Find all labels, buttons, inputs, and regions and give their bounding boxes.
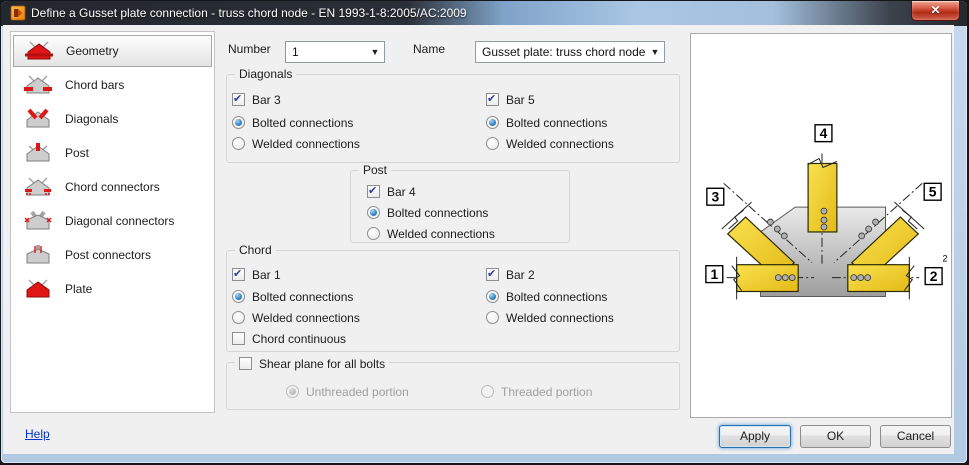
chord-continuous-checkbox-row[interactable] bbox=[232, 331, 346, 346]
bar3-label: Bar 3 bbox=[252, 92, 281, 107]
bar-5-label: 5 bbox=[928, 183, 937, 200]
bar1-bolted-label: Bolted connections bbox=[252, 289, 354, 304]
bar3-welded-radio[interactable] bbox=[232, 137, 245, 150]
shear-plane-group bbox=[226, 356, 680, 410]
post-group-title: Post bbox=[359, 163, 391, 177]
bar1-bolted-radio[interactable] bbox=[232, 290, 245, 303]
bar-1-label: 1 bbox=[710, 266, 719, 283]
sidebar-item-label: Plate bbox=[65, 282, 93, 296]
chord-group bbox=[226, 243, 680, 352]
name-value: Gusset plate: truss chord node bbox=[482, 45, 646, 59]
chord-bars-icon bbox=[23, 74, 53, 96]
sidebar-item-geometry[interactable] bbox=[13, 35, 212, 67]
post-connectors-icon bbox=[23, 244, 53, 266]
number-combobox[interactable] bbox=[285, 41, 385, 63]
bar3-welded-radio-row[interactable] bbox=[232, 136, 360, 151]
post-group bbox=[350, 163, 570, 243]
sidebar-item-diagonals[interactable] bbox=[13, 103, 212, 135]
threaded-portion-label: Threaded portion bbox=[501, 384, 593, 399]
chord-continuous-checkbox[interactable] bbox=[232, 332, 245, 345]
name-combobox[interactable] bbox=[475, 41, 665, 63]
shear-plane-label: Shear plane for all bolts bbox=[259, 356, 386, 371]
bar1-label: Bar 1 bbox=[252, 267, 281, 282]
bar4-checkbox[interactable] bbox=[367, 185, 380, 198]
sidebar-item-diagonal-connectors[interactable] bbox=[13, 205, 212, 237]
post-icon bbox=[23, 142, 53, 164]
bar2-bolted-label: Bolted connections bbox=[506, 289, 608, 304]
corner-annotation: 2 bbox=[942, 253, 948, 264]
cancel-button[interactable]: Cancel bbox=[880, 425, 951, 448]
bar-4-shape bbox=[808, 159, 837, 232]
window-title: Define a Gusset plate connection - truss chord node - EN 1993-1-8:2005/AC:2009 bbox=[31, 6, 467, 20]
titlebar[interactable] bbox=[1, 1, 967, 26]
sidebar-item-label: Chord bars bbox=[65, 78, 125, 92]
bar5-checkbox-row[interactable] bbox=[486, 92, 535, 107]
sidebar-item-label: Post connectors bbox=[65, 248, 152, 262]
chevron-down-icon[interactable]: ▼ bbox=[650, 47, 660, 57]
bar4-checkbox-row[interactable] bbox=[367, 184, 416, 199]
bar5-bolted-radio-row[interactable] bbox=[486, 115, 607, 130]
sidebar-item-plate[interactable] bbox=[13, 273, 212, 305]
bar1-checkbox-row[interactable] bbox=[232, 267, 281, 282]
sidebar-item-label: Diagonals bbox=[65, 112, 119, 126]
sidebar-item-label: Chord connectors bbox=[65, 180, 160, 194]
bar2-checkbox-row[interactable] bbox=[486, 267, 535, 282]
bar2-bolted-radio[interactable] bbox=[486, 290, 499, 303]
bar1-welded-radio-row[interactable] bbox=[232, 310, 360, 325]
diagonal-connectors-icon bbox=[23, 210, 53, 232]
bar-3-label: 3 bbox=[711, 188, 720, 205]
shear-plane-checkbox-row[interactable] bbox=[235, 356, 389, 371]
bar3-checkbox-row[interactable] bbox=[232, 92, 281, 107]
bar3-bolted-radio[interactable] bbox=[232, 116, 245, 129]
diagonals-group bbox=[226, 67, 680, 163]
sidebar-item-chord-bars[interactable] bbox=[13, 69, 212, 101]
bar2-welded-radio-row[interactable] bbox=[486, 310, 614, 325]
bar3-welded-label: Welded connections bbox=[252, 136, 360, 151]
bar1-welded-label: Welded connections bbox=[252, 310, 360, 325]
bar3-checkbox[interactable] bbox=[232, 93, 245, 106]
sidebar-item-label: Geometry bbox=[66, 44, 119, 58]
help-link[interactable]: Help bbox=[25, 427, 50, 441]
diagonals-group-title: Diagonals bbox=[235, 67, 296, 81]
sidebar bbox=[10, 31, 215, 413]
bar5-bolted-radio[interactable] bbox=[486, 116, 499, 129]
bar4-bolted-label: Bolted connections bbox=[387, 205, 489, 220]
bar4-bolted-radio[interactable] bbox=[367, 206, 380, 219]
gusset-geometry-icon bbox=[24, 40, 54, 62]
gusset-connection-diagram bbox=[691, 34, 951, 417]
bar4-welded-radio[interactable] bbox=[367, 227, 380, 240]
bar1-welded-radio[interactable] bbox=[232, 311, 245, 324]
bar4-welded-radio-row[interactable] bbox=[367, 226, 495, 241]
plate-icon bbox=[23, 278, 53, 300]
bar2-welded-label: Welded connections bbox=[506, 310, 614, 325]
number-label: Number bbox=[228, 42, 271, 56]
bar2-checkbox[interactable] bbox=[486, 268, 499, 281]
sidebar-item-post[interactable] bbox=[13, 137, 212, 169]
app-icon[interactable] bbox=[10, 5, 26, 21]
unthreaded-portion-label: Unthreaded portion bbox=[306, 384, 409, 399]
apply-button[interactable]: Apply bbox=[719, 425, 791, 448]
bar2-label: Bar 2 bbox=[506, 267, 535, 282]
number-value: 1 bbox=[292, 45, 299, 59]
threaded-radio-row[interactable] bbox=[481, 384, 592, 399]
bar4-welded-label: Welded connections bbox=[387, 226, 495, 241]
bar-2-label: 2 bbox=[929, 268, 938, 285]
bar5-welded-radio[interactable] bbox=[486, 137, 499, 150]
bar3-bolted-radio-row[interactable] bbox=[232, 115, 353, 130]
sidebar-item-label: Diagonal connectors bbox=[65, 214, 175, 228]
bar2-welded-radio[interactable] bbox=[486, 311, 499, 324]
bar5-welded-radio-row[interactable] bbox=[486, 136, 614, 151]
connection-preview-panel bbox=[690, 33, 952, 418]
chord-connectors-icon bbox=[23, 176, 53, 198]
bar1-checkbox[interactable] bbox=[232, 268, 245, 281]
close-icon: ✕ bbox=[930, 3, 941, 17]
chord-group-title: Chord bbox=[235, 243, 276, 257]
unthreaded-portion-radio[interactable] bbox=[286, 385, 299, 398]
diagonals-icon bbox=[23, 108, 53, 130]
sidebar-item-chord-connectors[interactable] bbox=[13, 171, 212, 203]
bar5-label: Bar 5 bbox=[506, 92, 535, 107]
bar5-checkbox[interactable] bbox=[486, 93, 499, 106]
sidebar-item-post-connectors[interactable] bbox=[13, 239, 212, 271]
threaded-portion-radio[interactable] bbox=[481, 385, 494, 398]
close-button[interactable] bbox=[911, 1, 960, 21]
chevron-down-icon[interactable]: ▼ bbox=[370, 47, 380, 57]
sidebar-item-label: Post bbox=[65, 146, 90, 160]
bar1-bolted-radio-row[interactable] bbox=[232, 289, 353, 304]
bar-4-label: 4 bbox=[819, 125, 828, 142]
bar4-label: Bar 4 bbox=[387, 184, 416, 199]
bar5-bolted-label: Bolted connections bbox=[506, 115, 608, 130]
dialog-client-area bbox=[3, 25, 954, 454]
bar5-welded-label: Welded connections bbox=[506, 136, 614, 151]
bar2-bolted-radio-row[interactable] bbox=[486, 289, 607, 304]
bar3-bolted-label: Bolted connections bbox=[252, 115, 354, 130]
name-label: Name bbox=[413, 42, 446, 56]
bar4-bolted-radio-row[interactable] bbox=[367, 205, 488, 220]
shear-plane-checkbox[interactable] bbox=[239, 357, 252, 370]
chord-continuous-label: Chord continuous bbox=[252, 331, 347, 346]
ok-button[interactable]: OK bbox=[800, 425, 871, 448]
unthreaded-radio-row[interactable] bbox=[286, 384, 409, 399]
